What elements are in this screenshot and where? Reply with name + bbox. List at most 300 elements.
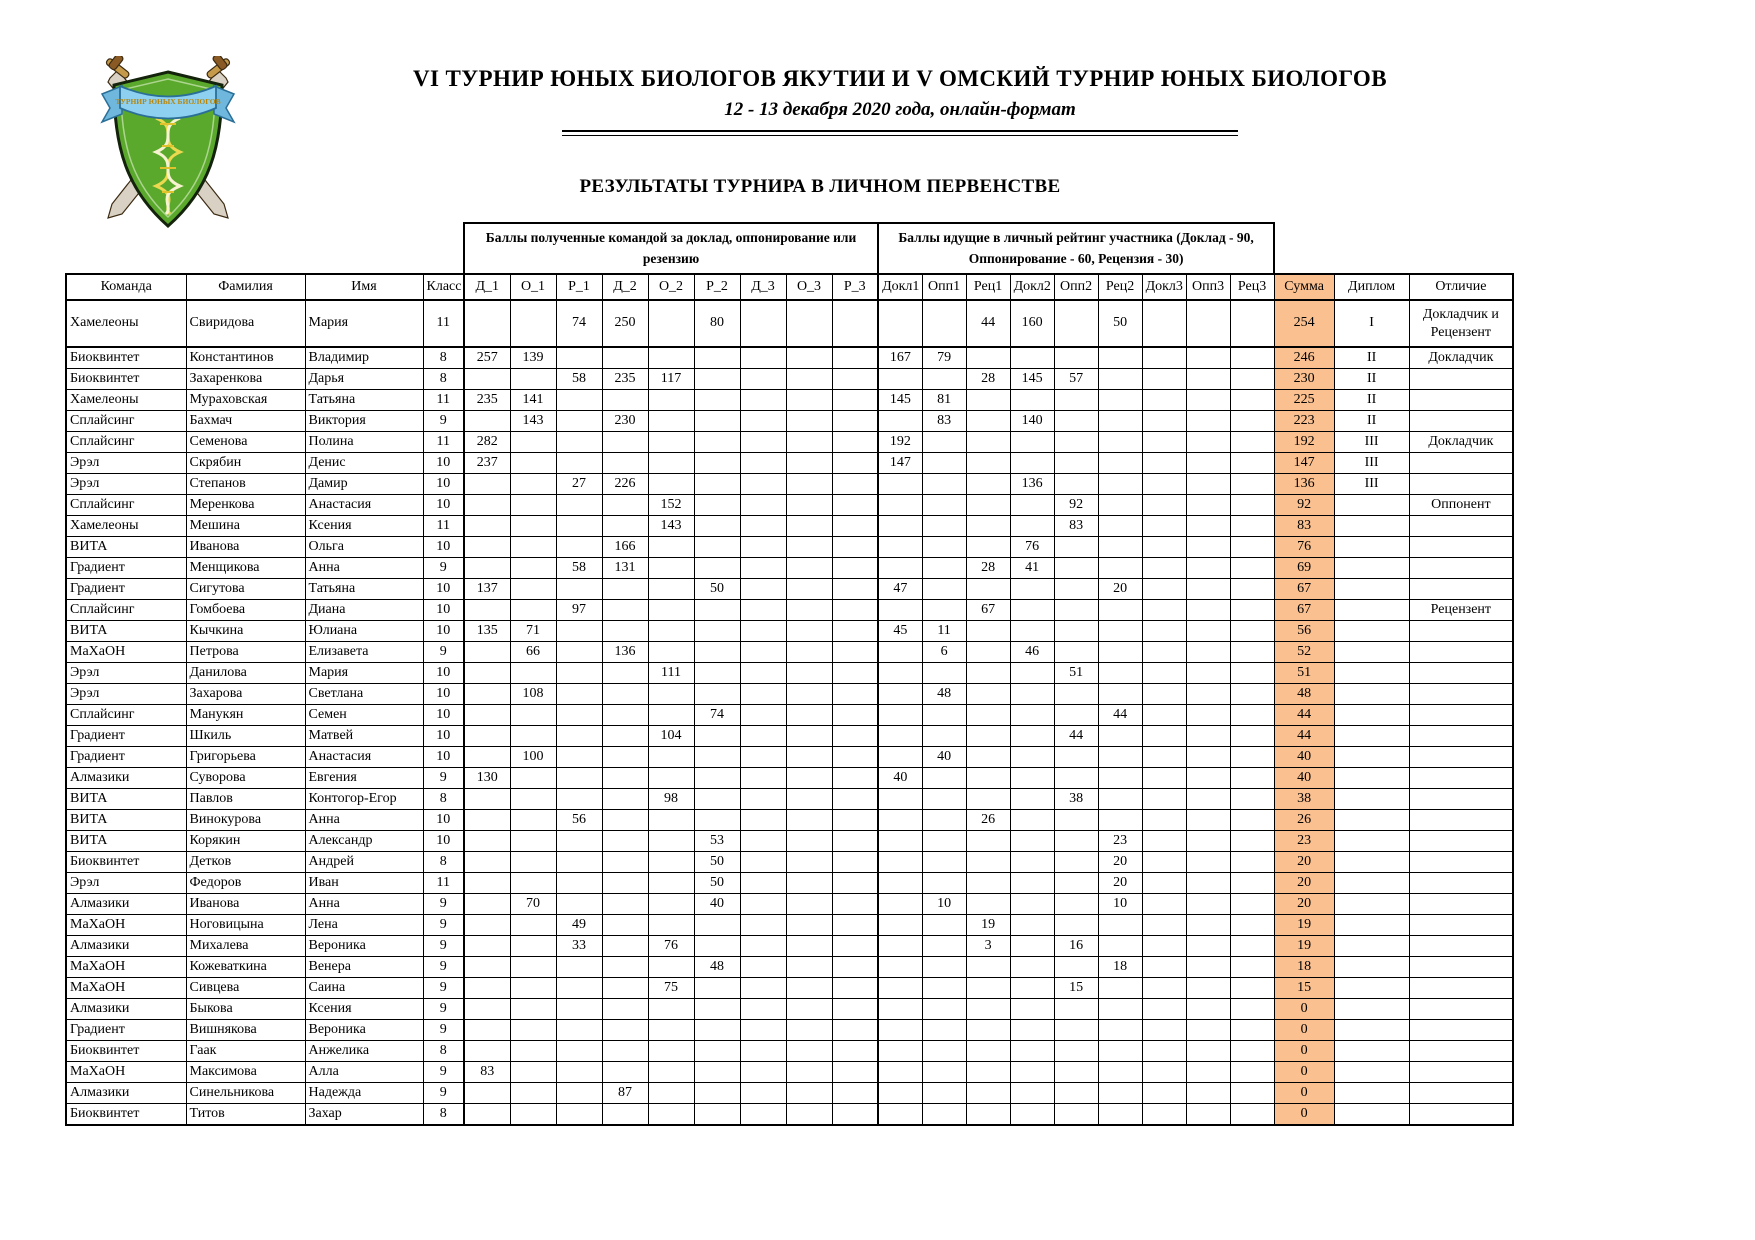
table-cell: 166 bbox=[602, 537, 648, 558]
table-cell bbox=[694, 747, 740, 768]
table-cell: Сплайсинг bbox=[66, 432, 186, 453]
column-header-Сумма: Сумма bbox=[1274, 274, 1334, 300]
table-cell bbox=[510, 1041, 556, 1062]
table-cell bbox=[922, 1062, 966, 1083]
table-cell bbox=[556, 432, 602, 453]
table-cell bbox=[966, 957, 1010, 978]
table-cell bbox=[1186, 1020, 1230, 1041]
table-cell bbox=[786, 642, 832, 663]
table-cell bbox=[510, 999, 556, 1020]
table-cell bbox=[1186, 684, 1230, 705]
table-cell bbox=[1409, 747, 1513, 768]
table-cell: Дарья bbox=[305, 369, 423, 390]
table-cell bbox=[648, 537, 694, 558]
table-cell bbox=[694, 516, 740, 537]
table-cell bbox=[786, 453, 832, 474]
table-cell bbox=[1186, 558, 1230, 579]
table-cell bbox=[966, 978, 1010, 999]
table-cell bbox=[966, 726, 1010, 747]
table-cell: Скрябин bbox=[186, 453, 305, 474]
table-cell bbox=[740, 705, 786, 726]
table-cell bbox=[694, 1104, 740, 1126]
table-cell: Биоквинтет bbox=[66, 1041, 186, 1062]
table-cell bbox=[1098, 369, 1142, 390]
table-cell bbox=[602, 747, 648, 768]
table-cell bbox=[786, 579, 832, 600]
table-cell bbox=[510, 1020, 556, 1041]
table-cell: 46 bbox=[1010, 642, 1054, 663]
table-cell bbox=[740, 1083, 786, 1104]
column-header-Д_3: Д_3 bbox=[740, 274, 786, 300]
table-cell: Алмазики bbox=[66, 894, 186, 915]
table-cell: 92 bbox=[1054, 495, 1098, 516]
table-cell bbox=[832, 432, 878, 453]
table-cell: Матвей bbox=[305, 726, 423, 747]
table-cell: 10 bbox=[423, 747, 464, 768]
table-cell bbox=[922, 831, 966, 852]
table-cell bbox=[648, 873, 694, 894]
table-cell: 67 bbox=[1274, 579, 1334, 600]
table-cell bbox=[510, 768, 556, 789]
table-cell bbox=[1230, 537, 1274, 558]
table-cell bbox=[1334, 1104, 1409, 1126]
table-cell bbox=[832, 1041, 878, 1062]
table-cell bbox=[740, 726, 786, 747]
table-cell bbox=[878, 789, 922, 810]
table-cell bbox=[1334, 579, 1409, 600]
table-cell bbox=[1142, 432, 1186, 453]
table-cell bbox=[740, 852, 786, 873]
table-cell bbox=[786, 432, 832, 453]
table-cell bbox=[556, 705, 602, 726]
table-cell bbox=[1142, 873, 1186, 894]
table-cell bbox=[832, 300, 878, 347]
table-cell bbox=[878, 474, 922, 495]
table-row bbox=[66, 516, 1513, 537]
table-cell bbox=[1186, 621, 1230, 642]
table-cell bbox=[1334, 1062, 1409, 1083]
table-cell: Дамир bbox=[305, 474, 423, 495]
table-cell bbox=[878, 1062, 922, 1083]
table-cell bbox=[878, 1020, 922, 1041]
table-cell bbox=[602, 789, 648, 810]
table-cell bbox=[740, 347, 786, 369]
table-row bbox=[66, 579, 1513, 600]
table-cell: 230 bbox=[602, 411, 648, 432]
table-cell bbox=[1098, 411, 1142, 432]
table-cell bbox=[1409, 957, 1513, 978]
table-cell: Детков bbox=[186, 852, 305, 873]
table-cell bbox=[740, 516, 786, 537]
table-cell: Алмазики bbox=[66, 768, 186, 789]
table-cell bbox=[922, 1041, 966, 1062]
table-cell bbox=[1054, 1062, 1098, 1083]
table-cell bbox=[1010, 347, 1054, 369]
table-cell bbox=[740, 453, 786, 474]
table-cell bbox=[1334, 789, 1409, 810]
table-cell: Сплайсинг bbox=[66, 705, 186, 726]
table-cell: Кожеваткина bbox=[186, 957, 305, 978]
table-cell bbox=[648, 852, 694, 873]
table-cell bbox=[1054, 432, 1098, 453]
table-cell bbox=[1186, 999, 1230, 1020]
table-cell: 76 bbox=[1010, 537, 1054, 558]
table-cell bbox=[694, 684, 740, 705]
table-cell: 27 bbox=[556, 474, 602, 495]
table-cell bbox=[556, 1041, 602, 1062]
table-cell: 74 bbox=[694, 705, 740, 726]
table-cell: 9 bbox=[423, 999, 464, 1020]
table-cell bbox=[1054, 537, 1098, 558]
table-cell bbox=[694, 1083, 740, 1104]
table-cell: Лена bbox=[305, 915, 423, 936]
table-cell: Иван bbox=[305, 873, 423, 894]
table-cell bbox=[740, 1104, 786, 1126]
table-cell bbox=[922, 978, 966, 999]
table-cell: 83 bbox=[922, 411, 966, 432]
table-cell bbox=[1409, 705, 1513, 726]
table-cell bbox=[1142, 726, 1186, 747]
table-cell: 28 bbox=[966, 369, 1010, 390]
table-cell bbox=[1409, 936, 1513, 957]
table-cell bbox=[602, 999, 648, 1020]
table-cell bbox=[740, 768, 786, 789]
table-cell bbox=[510, 579, 556, 600]
table-cell: 135 bbox=[464, 621, 510, 642]
table-cell: 9 bbox=[423, 768, 464, 789]
table-cell bbox=[1142, 516, 1186, 537]
table-cell bbox=[1186, 726, 1230, 747]
table-cell bbox=[1098, 726, 1142, 747]
table-cell bbox=[1409, 726, 1513, 747]
table-cell bbox=[1054, 411, 1098, 432]
table-cell bbox=[1010, 936, 1054, 957]
table-cell: Эрэл bbox=[66, 474, 186, 495]
table-cell: 51 bbox=[1274, 663, 1334, 684]
table-cell bbox=[1098, 642, 1142, 663]
table-row bbox=[66, 684, 1513, 705]
table-cell bbox=[1186, 600, 1230, 621]
table-cell: Градиент bbox=[66, 747, 186, 768]
table-cell bbox=[648, 1041, 694, 1062]
table-cell: 28 bbox=[966, 558, 1010, 579]
table-cell bbox=[602, 347, 648, 369]
table-cell bbox=[1098, 663, 1142, 684]
table-cell bbox=[832, 894, 878, 915]
table-cell: 8 bbox=[423, 347, 464, 369]
table-cell: 58 bbox=[556, 369, 602, 390]
table-cell bbox=[1334, 600, 1409, 621]
table-row bbox=[66, 789, 1513, 810]
table-cell: 9 bbox=[423, 1020, 464, 1041]
table-cell bbox=[694, 347, 740, 369]
table-cell bbox=[1334, 936, 1409, 957]
table-cell bbox=[786, 411, 832, 432]
table-cell bbox=[602, 873, 648, 894]
table-cell bbox=[1098, 1062, 1142, 1083]
table-cell bbox=[1142, 894, 1186, 915]
table-cell: 10 bbox=[423, 600, 464, 621]
table-cell: Мария bbox=[305, 300, 423, 347]
table-cell: Мураховская bbox=[186, 390, 305, 411]
table-cell bbox=[1098, 495, 1142, 516]
table-cell bbox=[1334, 1020, 1409, 1041]
table-cell bbox=[510, 705, 556, 726]
table-row bbox=[66, 411, 1513, 432]
column-header-Докл2: Докл2 bbox=[1010, 274, 1054, 300]
table-cell bbox=[510, 957, 556, 978]
table-cell bbox=[556, 831, 602, 852]
table-cell bbox=[1054, 300, 1098, 347]
table-cell bbox=[878, 978, 922, 999]
table-cell bbox=[464, 831, 510, 852]
table-cell bbox=[832, 411, 878, 432]
table-cell: Винокурова bbox=[186, 810, 305, 831]
table-cell bbox=[648, 1104, 694, 1126]
table-cell bbox=[1098, 432, 1142, 453]
table-cell bbox=[966, 495, 1010, 516]
table-cell bbox=[878, 936, 922, 957]
table-cell: Татьяна bbox=[305, 579, 423, 600]
table-cell bbox=[1098, 1104, 1142, 1126]
table-cell bbox=[740, 936, 786, 957]
column-header-Р_3: Р_3 bbox=[832, 274, 878, 300]
table-cell bbox=[510, 789, 556, 810]
table-cell bbox=[832, 684, 878, 705]
group-header-personal-points: Баллы идущие в личный рейтинг участника (Доклад - 90, Оппонирование - 60, Рецензия - 30) bbox=[878, 223, 1274, 274]
table-cell bbox=[786, 663, 832, 684]
table-cell: Андрей bbox=[305, 852, 423, 873]
table-cell bbox=[464, 747, 510, 768]
table-cell bbox=[1230, 495, 1274, 516]
table-cell: III bbox=[1334, 432, 1409, 453]
table-cell bbox=[832, 1104, 878, 1126]
table-cell: Докладчик и Рецензент bbox=[1409, 300, 1513, 347]
table-cell: 97 bbox=[556, 600, 602, 621]
table-cell bbox=[464, 537, 510, 558]
table-cell bbox=[1142, 999, 1186, 1020]
table-cell bbox=[1334, 621, 1409, 642]
table-cell bbox=[740, 978, 786, 999]
table-cell bbox=[1230, 579, 1274, 600]
table-cell bbox=[966, 831, 1010, 852]
table-cell: 10 bbox=[423, 579, 464, 600]
table-cell bbox=[1054, 810, 1098, 831]
table-cell bbox=[1230, 369, 1274, 390]
table-cell bbox=[1186, 474, 1230, 495]
table-cell: 143 bbox=[510, 411, 556, 432]
table-cell bbox=[694, 369, 740, 390]
table-cell bbox=[922, 600, 966, 621]
table-cell: 92 bbox=[1274, 495, 1334, 516]
table-cell bbox=[1054, 347, 1098, 369]
table-cell bbox=[786, 347, 832, 369]
table-cell bbox=[1098, 978, 1142, 999]
group-header-spacer bbox=[1274, 223, 1513, 274]
table-cell bbox=[832, 705, 878, 726]
table-cell bbox=[1230, 411, 1274, 432]
table-cell bbox=[1010, 999, 1054, 1020]
table-cell bbox=[1186, 747, 1230, 768]
table-cell bbox=[464, 684, 510, 705]
table-cell bbox=[1409, 411, 1513, 432]
table-cell bbox=[464, 789, 510, 810]
table-cell bbox=[966, 474, 1010, 495]
table-cell: Корякин bbox=[186, 831, 305, 852]
table-cell: I bbox=[1334, 300, 1409, 347]
table-cell bbox=[464, 558, 510, 579]
column-header-Отличие: Отличие bbox=[1409, 274, 1513, 300]
table-cell bbox=[740, 1062, 786, 1083]
table-cell bbox=[694, 936, 740, 957]
table-cell bbox=[602, 432, 648, 453]
table-cell bbox=[878, 369, 922, 390]
table-cell bbox=[1186, 300, 1230, 347]
table-cell bbox=[832, 726, 878, 747]
table-cell bbox=[832, 873, 878, 894]
page-subtitle: 12 - 13 декабря 2020 года, онлайн-формат bbox=[724, 99, 1076, 120]
table-cell bbox=[648, 390, 694, 411]
table-cell bbox=[1054, 684, 1098, 705]
table-cell bbox=[878, 852, 922, 873]
table-cell: Максимова bbox=[186, 1062, 305, 1083]
table-cell bbox=[510, 369, 556, 390]
table-cell: Семенова bbox=[186, 432, 305, 453]
table-cell bbox=[922, 852, 966, 873]
table-cell bbox=[648, 579, 694, 600]
table-row bbox=[66, 1020, 1513, 1041]
table-cell bbox=[510, 516, 556, 537]
table-cell: 145 bbox=[878, 390, 922, 411]
table-cell bbox=[1054, 642, 1098, 663]
table-cell bbox=[1098, 810, 1142, 831]
table-cell bbox=[740, 495, 786, 516]
table-cell bbox=[1098, 1041, 1142, 1062]
table-cell: Биоквинтет bbox=[66, 347, 186, 369]
table-cell bbox=[740, 390, 786, 411]
table-cell: Мария bbox=[305, 663, 423, 684]
table-cell bbox=[464, 474, 510, 495]
table-cell bbox=[648, 705, 694, 726]
table-cell bbox=[1098, 390, 1142, 411]
table-head bbox=[66, 223, 1513, 300]
table-cell bbox=[832, 810, 878, 831]
table-cell bbox=[1098, 1083, 1142, 1104]
table-cell bbox=[740, 831, 786, 852]
table-cell: 8 bbox=[423, 369, 464, 390]
table-cell: 19 bbox=[1274, 915, 1334, 936]
table-cell bbox=[1186, 579, 1230, 600]
table-cell bbox=[648, 810, 694, 831]
table-cell bbox=[1186, 1104, 1230, 1126]
table-cell bbox=[966, 579, 1010, 600]
table-cell bbox=[1409, 621, 1513, 642]
column-header-Рец2: Рец2 bbox=[1098, 274, 1142, 300]
column-header-О_2: О_2 bbox=[648, 274, 694, 300]
table-cell bbox=[1186, 537, 1230, 558]
table-cell bbox=[556, 957, 602, 978]
table-cell bbox=[966, 1041, 1010, 1062]
table-cell bbox=[922, 1020, 966, 1041]
table-cell bbox=[1142, 936, 1186, 957]
table-cell bbox=[464, 810, 510, 831]
table-cell bbox=[602, 705, 648, 726]
table-cell bbox=[1054, 1104, 1098, 1126]
table-cell: Анна bbox=[305, 894, 423, 915]
table-row bbox=[66, 495, 1513, 516]
table-row bbox=[66, 390, 1513, 411]
table-cell bbox=[740, 894, 786, 915]
table-cell bbox=[464, 495, 510, 516]
table-cell: 8 bbox=[423, 1104, 464, 1126]
table-cell bbox=[694, 600, 740, 621]
table-cell: Докладчик bbox=[1409, 432, 1513, 453]
table-cell: 104 bbox=[648, 726, 694, 747]
table-cell: 48 bbox=[694, 957, 740, 978]
logo-banner-text: ТУРНИР ЮНЫХ БИОЛОГОВ bbox=[115, 97, 221, 106]
column-header-Рец1: Рец1 bbox=[966, 274, 1010, 300]
table-cell: 52 bbox=[1274, 642, 1334, 663]
table-cell: II bbox=[1334, 411, 1409, 432]
table-cell: Алла bbox=[305, 1062, 423, 1083]
table-cell bbox=[1230, 642, 1274, 663]
table-cell bbox=[1186, 663, 1230, 684]
table-row bbox=[66, 347, 1513, 369]
table-cell: 10 bbox=[423, 726, 464, 747]
table-cell bbox=[1230, 957, 1274, 978]
table-cell: 3 bbox=[966, 936, 1010, 957]
table-cell bbox=[966, 873, 1010, 894]
table-cell: 11 bbox=[423, 300, 464, 347]
table-cell bbox=[1186, 894, 1230, 915]
table-cell: 67 bbox=[966, 600, 1010, 621]
table-cell bbox=[1142, 579, 1186, 600]
table-cell bbox=[922, 915, 966, 936]
table-cell bbox=[510, 915, 556, 936]
table-cell: ВИТА bbox=[66, 810, 186, 831]
table-cell bbox=[648, 300, 694, 347]
table-cell bbox=[1142, 390, 1186, 411]
table-cell bbox=[1010, 1062, 1054, 1083]
table-cell bbox=[966, 747, 1010, 768]
table-cell: 48 bbox=[1274, 684, 1334, 705]
table-cell: Эрэл bbox=[66, 873, 186, 894]
table-cell bbox=[602, 684, 648, 705]
table-cell: 58 bbox=[556, 558, 602, 579]
table-cell bbox=[1010, 432, 1054, 453]
table-cell bbox=[1230, 999, 1274, 1020]
table-cell bbox=[1010, 831, 1054, 852]
table-cell: 98 bbox=[648, 789, 694, 810]
table-cell bbox=[1186, 978, 1230, 999]
table-cell bbox=[1334, 999, 1409, 1020]
table-cell bbox=[1230, 474, 1274, 495]
table-cell bbox=[1186, 789, 1230, 810]
column-header-О_1: О_1 bbox=[510, 274, 556, 300]
table-cell bbox=[1186, 1062, 1230, 1083]
table-cell: Ноговицына bbox=[186, 915, 305, 936]
table-cell bbox=[1334, 684, 1409, 705]
table-cell: 57 bbox=[1054, 369, 1098, 390]
table-cell bbox=[740, 957, 786, 978]
table-cell bbox=[1010, 1041, 1054, 1062]
table-cell bbox=[1054, 852, 1098, 873]
table-cell: 9 bbox=[423, 411, 464, 432]
table-cell bbox=[694, 789, 740, 810]
table-cell bbox=[786, 852, 832, 873]
table-row bbox=[66, 1104, 1513, 1126]
table-cell: 26 bbox=[966, 810, 1010, 831]
